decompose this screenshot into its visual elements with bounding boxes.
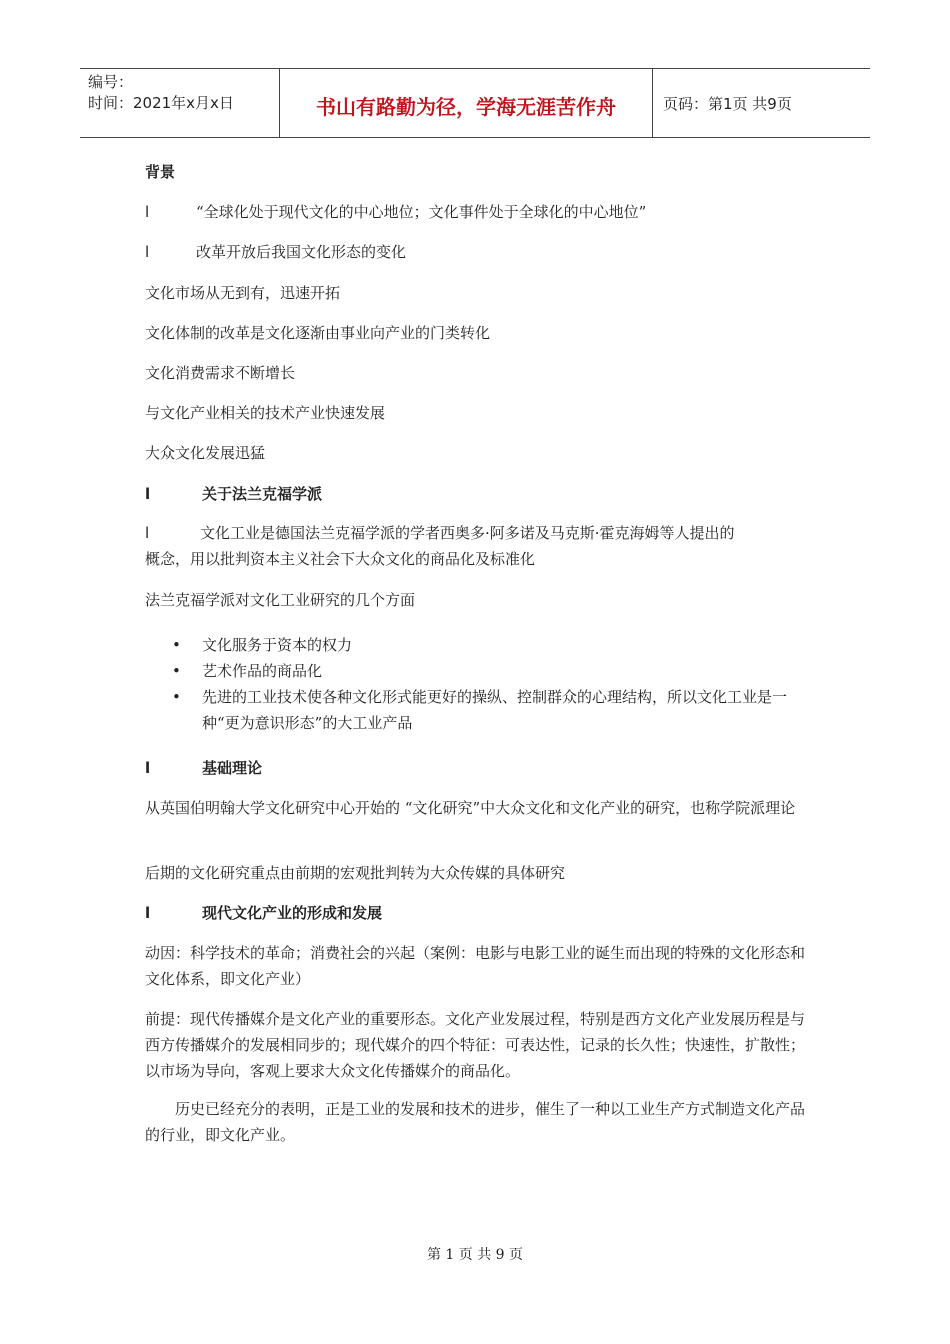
header-meta xyxy=(80,69,280,137)
time-label: 时间：2021年x月x日 xyxy=(88,94,234,112)
motive-paragraph: 动因：科学技术的革命；消费社会的兴起（案例：电影与电影工业的诞生而出现的特殊的文化形态和文化体系，即文化产业） xyxy=(145,944,806,988)
page-header xyxy=(80,68,870,138)
basic-theory-paragraph-1: 从英国伯明翰大学文化研究中心开始的 “文化研究”中大众文化和文化产业的研究，也称学院派理论 xyxy=(145,799,796,817)
list-item: 文化消费需求不断增长 xyxy=(145,364,296,382)
section-title-modern: 现代文化产业的形成和发展 xyxy=(202,904,383,922)
bullet-item: 先进的工业技术使各种文化形式能更好的操纵、控制群众的心理结构，所以文化工业是一种“更为意识形态”的大工业产品 xyxy=(202,688,788,732)
bullet-item: 艺术作品的商品化 xyxy=(202,662,323,680)
bullet-item: 文化服务于资本的权力 xyxy=(202,636,353,654)
bullet-icon: • xyxy=(172,688,181,706)
section-title-frankfurt: 关于法兰克福学派 xyxy=(202,485,323,503)
aspects-title: 法兰克福学派对文化工业研究的几个方面 xyxy=(145,591,416,609)
list-marker: l xyxy=(145,485,151,503)
quote-text: “全球化处于现代文化的中心地位；文化事件处于全球化的中心地位” xyxy=(196,203,647,221)
history-paragraph: 历史已经充分的表明，正是工业的发展和技术的进步，催生了一种以工业生产方式制造文化产品的行业，即文化产业。 xyxy=(145,1100,806,1144)
bullet-icon: • xyxy=(172,636,181,654)
section-title-background: 背景 xyxy=(145,163,176,181)
list-item: 大众文化发展迅猛 xyxy=(145,444,266,462)
section-title-basic-theory: 基础理论 xyxy=(202,759,263,777)
list-item: 文化体制的改革是文化逐渐由事业向产业的门类转化 xyxy=(145,324,491,342)
list-marker: l xyxy=(145,524,150,542)
list-marker: l xyxy=(145,759,151,777)
bullet-icon: • xyxy=(172,662,181,680)
basic-theory-paragraph-2: 后期的文化研究重点由前期的宏观批判转为大众传媒的具体研究 xyxy=(145,864,566,882)
culture-industry-line-1: 文化工业是德国法兰克福学派的学者西奥多·阿多诺及马克斯·霍克海姆等人提出的 xyxy=(200,524,735,542)
number-label: 编号： xyxy=(88,73,134,91)
list-marker: l xyxy=(145,243,150,261)
culture-industry-line-2: 概念，用以批判资本主义社会下大众文化的商品化及标准化 xyxy=(145,550,536,568)
reform-text: 改革开放后我国文化形态的变化 xyxy=(196,243,407,261)
header-motto: 书山有路勤为径，学海无涯苦作舟 xyxy=(280,69,653,137)
list-item: 文化市场从无到有，迅速开拓 xyxy=(145,284,341,302)
list-marker: l xyxy=(145,203,150,221)
premise-paragraph: 前提：现代传播媒介是文化产业的重要形态。文化产业发展过程，特别是西方文化产业发展历程是与西方传播媒介的发展相同步的；现代媒介的四个特征：可表达性，记录的长久性；快速性，扩散性；以市场为导向，客观上要求大众文化传播媒介的商品化。 xyxy=(145,1010,806,1080)
list-marker: l xyxy=(145,904,151,922)
header-page-info: 页码：第1页 共9页 xyxy=(663,94,792,113)
list-item: 与文化产业相关的技术产业快速发展 xyxy=(145,404,386,422)
page-footer: 第 1 页 共 9 页 xyxy=(426,1247,524,1263)
